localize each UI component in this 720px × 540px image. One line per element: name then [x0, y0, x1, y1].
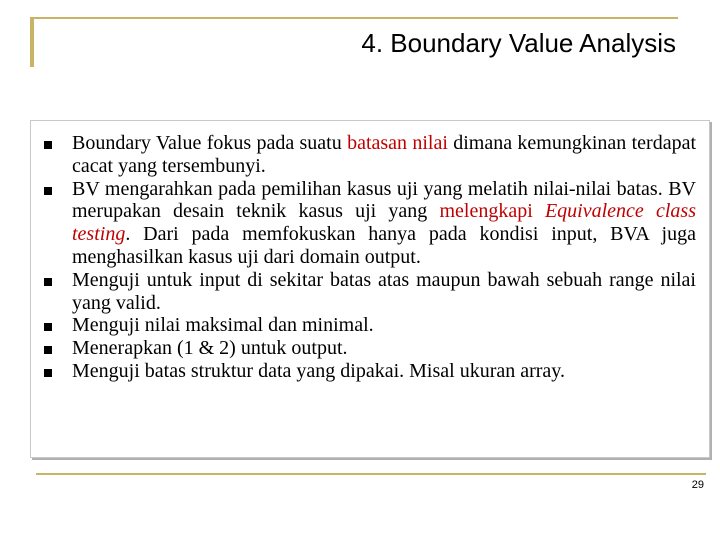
bullet-item	[42, 360, 696, 383]
square-bullet-icon	[44, 187, 52, 195]
bullet-item	[42, 337, 696, 360]
bullet-item	[42, 132, 696, 178]
bullet-item	[42, 269, 696, 315]
title-left-bar	[30, 17, 34, 67]
bullet-text: . Dari pada memfokuskan hanya pada kondisi input, BVA juga menghasilkan kasus uji dari domain output.	[72, 223, 696, 268]
bullet-text: Boundary Value fokus pada suatu	[72, 132, 348, 154]
bullet-item	[42, 314, 696, 337]
bullet-text: BV mengarahkan pada pemilihan kasus uji yang melatih nilai-nilai batas. BV merupakan desain teknik kasus uji yang	[72, 177, 696, 223]
bullet-highlight: batasan nilai	[347, 132, 448, 154]
bottom-rule	[36, 473, 706, 475]
square-bullet-icon	[44, 141, 52, 149]
page-number: 29	[691, 479, 704, 491]
bullet-text: Menerapkan (1 & 2) untuk output.	[72, 337, 348, 360]
slide-title: 4. Boundary Value Analysis	[361, 28, 676, 58]
square-bullet-icon	[44, 278, 52, 286]
bullet-highlight: melengkapi	[439, 200, 545, 223]
bullet-text: Menguji batas struktur data yang dipakai. Misal ukuran array.	[72, 359, 566, 382]
square-bullet-icon	[44, 323, 52, 331]
bullet-highlight-italic: Equivalence class testing	[72, 200, 696, 246]
bullet-item	[42, 178, 696, 269]
bullet-text: Menguji nilai maksimal dan minimal.	[72, 314, 374, 337]
square-bullet-icon	[44, 369, 52, 377]
square-bullet-icon	[44, 346, 52, 354]
title-top-rule	[30, 17, 678, 19]
bullet-text: dimana kemungkinan terdapat cacat yang tersembunyi.	[72, 132, 696, 177]
bullet-list	[42, 132, 696, 383]
bullet-text: Menguji untuk input di sekitar batas atas maupun bawah sebuah range nilai yang valid.	[72, 268, 696, 314]
